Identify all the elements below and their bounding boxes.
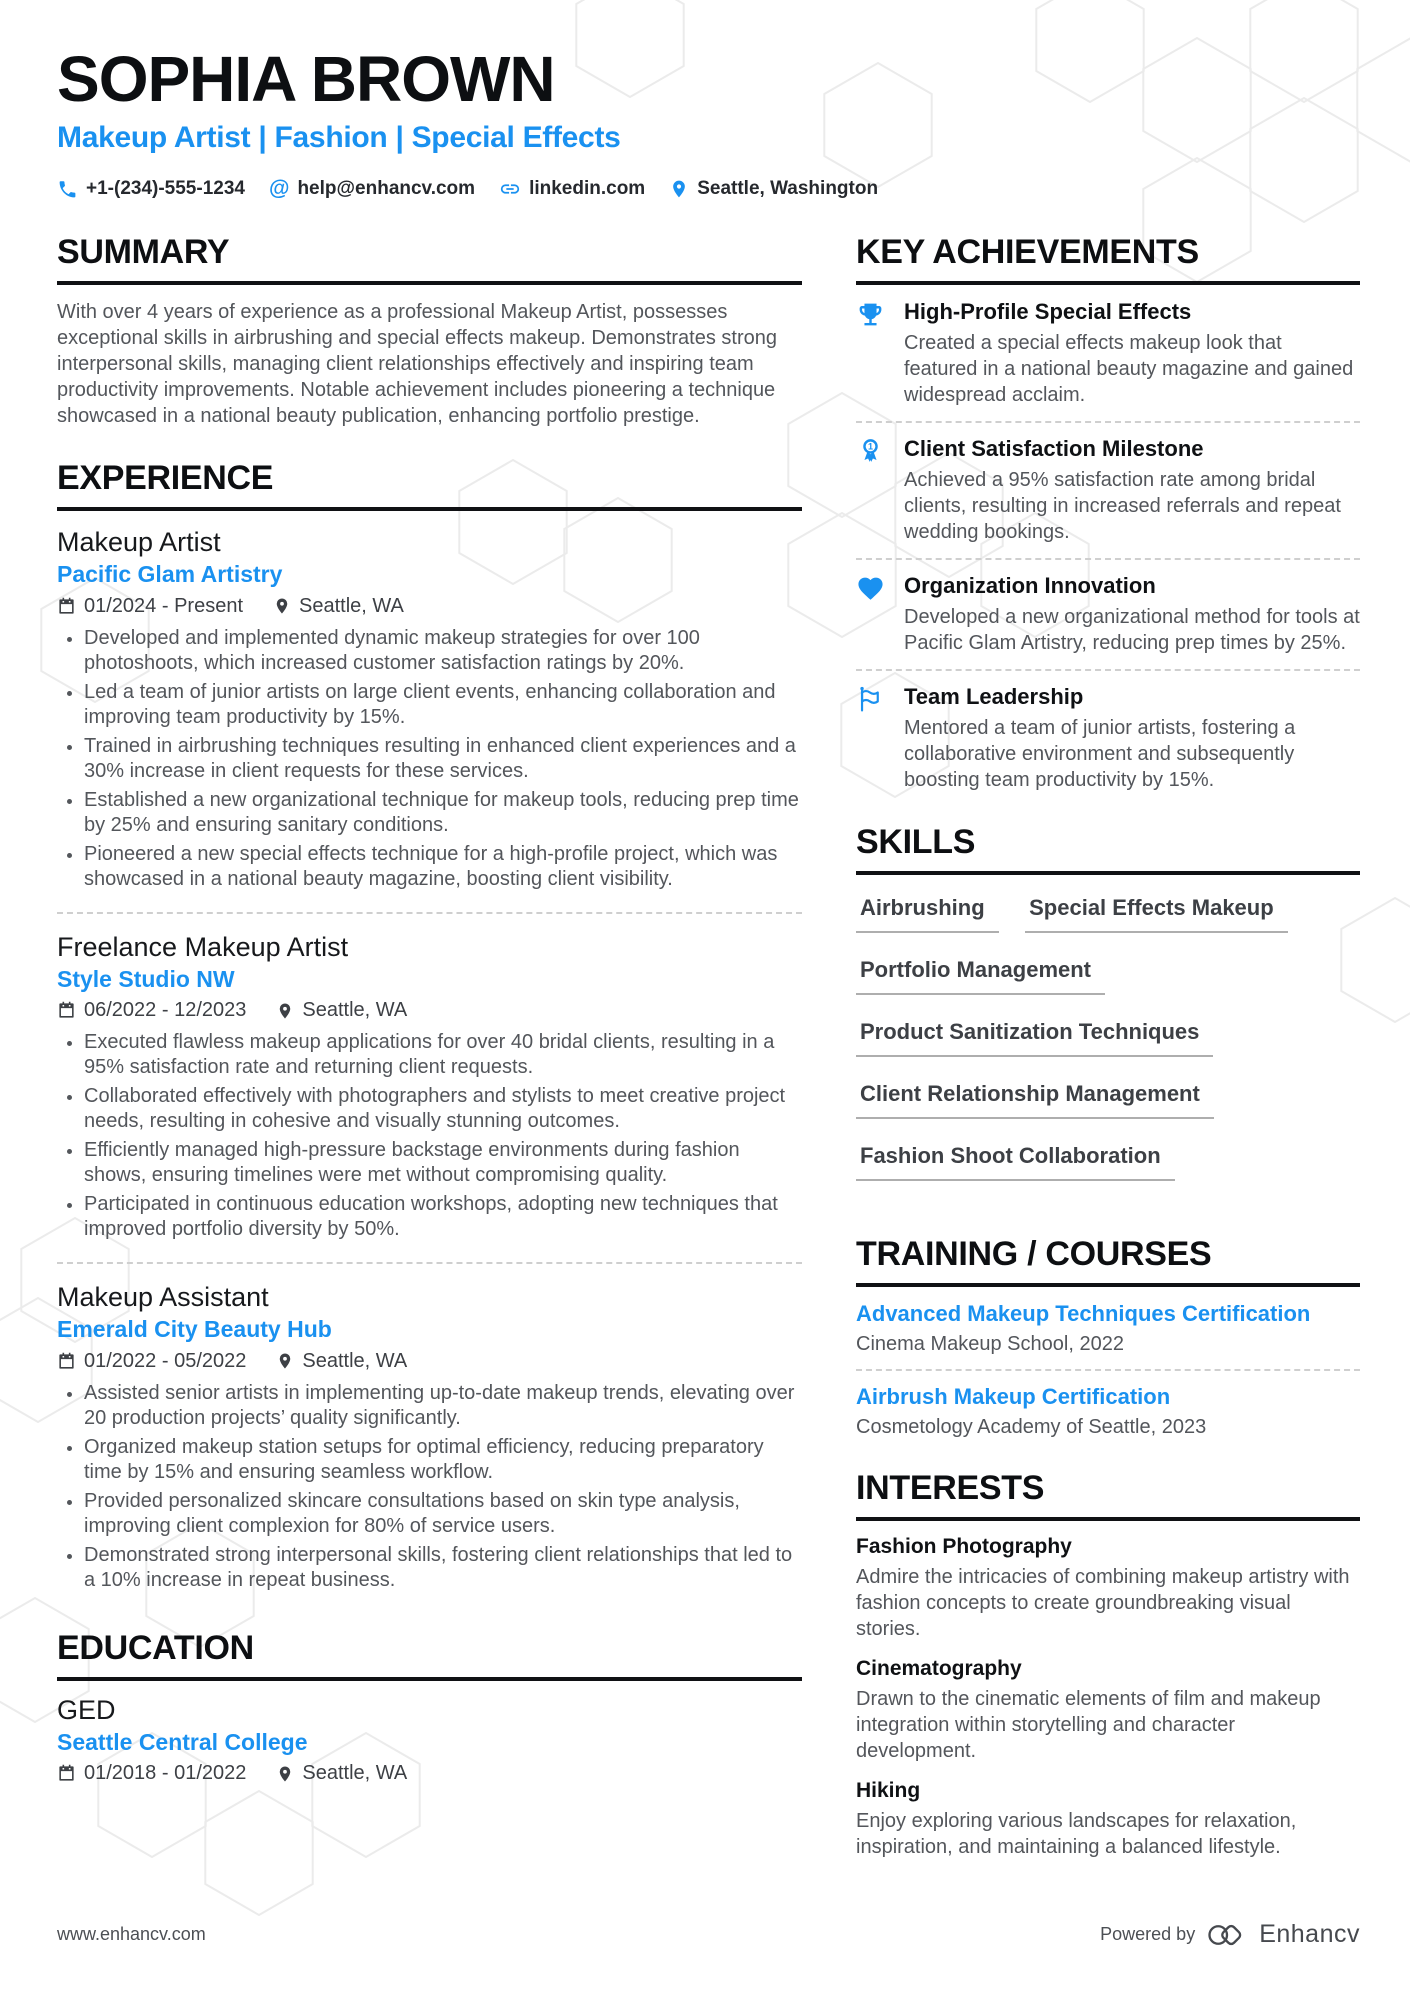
bullet-item: • Trained in airbrushing techniques resulting in enhanced client experiences and a 30% increase in client requests for these services.	[84, 734, 802, 784]
bullet-item: • Participated in continuous education workshops, adopting new techniques that improved portfolio diversity by 50%.	[84, 1192, 802, 1242]
contact-phone-text: +1-(234)-555-1234	[86, 178, 245, 200]
location-pin-icon	[276, 1002, 294, 1020]
course-title: Airbrush Makeup Certification	[856, 1384, 1171, 1410]
contact-location-text: Seattle, Washington	[697, 178, 879, 200]
footer-site-link[interactable]: www.enhancv.com	[57, 1924, 206, 1944]
svg-text:1: 1	[867, 441, 874, 452]
summary-section	[57, 233, 802, 429]
achievement-body	[904, 573, 1360, 656]
experience-entry	[57, 525, 802, 897]
skill-tag: Product Sanitization Techniques	[856, 1019, 1213, 1057]
education-location-text: Seattle, WA	[302, 1762, 408, 1785]
achievement-text: Achieved a 95% satisfaction rate among bridal clients, resulting in increased referrals and repeat wedding bookings.	[904, 469, 1341, 544]
bullet-item: • Assisted senior artists in implementing up-to-date makeup trends, elevating over 20 production projects’ quality significantly.	[84, 1381, 802, 1431]
summary-heading: SUMMARY	[57, 233, 802, 285]
job-dates	[57, 1350, 246, 1373]
phone-icon	[57, 179, 78, 200]
skills-list	[856, 889, 1360, 1205]
location-pin-icon	[273, 597, 291, 615]
achievement-body	[904, 684, 1360, 793]
heart-icon	[856, 573, 888, 656]
interest-item	[856, 1535, 1360, 1642]
dashed-divider	[57, 912, 802, 914]
medal-icon	[856, 436, 888, 545]
bullet-item: • Efficiently managed high-pressure backstage environments during fashion shows, ensuring timelines were met without compromising quality.	[84, 1138, 802, 1188]
dashed-divider	[57, 1262, 802, 1264]
enhancv-logo-icon	[1207, 1921, 1247, 1949]
experience-heading: EXPERIENCE	[57, 459, 802, 511]
skill-tag: Portfolio Management	[856, 957, 1105, 995]
job-meta-row	[57, 999, 802, 1022]
achievement-body	[904, 299, 1360, 408]
trophy-icon	[856, 299, 888, 408]
education-dates	[57, 1762, 246, 1785]
job-location-text: Seattle, WA	[302, 999, 408, 1022]
calendar-icon	[57, 1001, 76, 1020]
achievement-item	[856, 299, 1360, 408]
achievement-text: Developed a new organizational method for tools at Pacific Glam Artistry, reducing prep times by 25%.	[904, 606, 1360, 655]
school-name: Seattle Central College	[57, 1728, 308, 1755]
bullet-item: • Executed flawless makeup applications for over 40 bridal clients, resulting in a 95% satisfaction rate and returning client requests.	[84, 1030, 802, 1080]
course-subtitle: Cosmetology Academy of Seattle, 2023	[856, 1416, 1207, 1439]
location-pin-icon	[669, 179, 689, 199]
job-location-text: Seattle, WA	[302, 1349, 408, 1372]
job-location-text: Seattle, WA	[299, 594, 404, 617]
achievement-title: Client Satisfaction Milestone	[904, 436, 1204, 462]
job-meta-row	[57, 595, 802, 618]
job-title: Makeup Artist	[57, 527, 221, 558]
achievement-title: Organization Innovation	[904, 573, 1156, 599]
dashed-divider	[856, 558, 1360, 560]
education-location	[276, 1762, 407, 1785]
summary-text: With over 4 years of experience as a professional Makeup Artist, possesses exceptional skills in airbrushing and special effects makeup. Demonstrates strong interpersonal skills, managing client relationships effectively and inspiring team productivity improvements. Notable achievement includes pioneering a technique showcased in a national beauty publication, enhancing portfolio prestige.	[57, 301, 777, 428]
left-column	[57, 233, 802, 1890]
email-at-icon: @	[268, 177, 290, 201]
job-location	[276, 1350, 407, 1373]
achievement-title: Team Leadership	[904, 684, 1084, 710]
job-bullet-list	[84, 1030, 802, 1242]
contact-location	[669, 178, 878, 200]
dashed-divider	[856, 421, 1360, 423]
education-section	[57, 1629, 802, 1785]
achievements-heading: KEY ACHIEVEMENTS	[856, 233, 1360, 285]
job-dates	[57, 595, 243, 618]
candidate-name: SOPHIA BROWN	[57, 43, 555, 115]
job-location	[276, 999, 407, 1022]
achievements-section	[856, 233, 1360, 793]
job-meta-row	[57, 1350, 802, 1373]
right-column	[856, 233, 1360, 1890]
degree-title: GED	[57, 1694, 116, 1725]
interest-text: Admire the intricacies of combining makeup artistry with fashion concepts to create groundbreaking visual stories.	[856, 1566, 1350, 1641]
achievement-item	[856, 436, 1360, 545]
contact-link[interactable]	[499, 178, 645, 200]
bullet-item: • Demonstrated strong interpersonal skills, fostering client relationships that led to a 10% increase in repeat business.	[84, 1543, 802, 1593]
company-name: Style Studio NW	[57, 965, 235, 992]
skills-heading: SKILLS	[856, 823, 1360, 875]
job-title: Freelance Makeup Artist	[57, 931, 349, 962]
bullet-item: • Developed and implemented dynamic makeup strategies for over 100 photoshoots, which increased customer satisfaction ratings by 20%.	[84, 626, 802, 676]
bullet-item: • Pioneered a new special effects technique for a high-profile project, which was showcased in a national beauty magazine, boosting client visibility.	[84, 842, 802, 892]
education-dates-text: 01/2018 - 01/2022	[84, 1762, 247, 1785]
training-heading: TRAINING / COURSES	[856, 1235, 1360, 1287]
interests-section	[856, 1469, 1360, 1860]
powered-by-block[interactable]	[1100, 1920, 1360, 1949]
interest-title: Cinematography	[856, 1657, 1022, 1681]
job-bullet-list	[84, 1381, 802, 1593]
contact-link-text: linkedin.com	[529, 178, 646, 200]
contact-email-text: help@enhancv.com	[297, 178, 476, 200]
powered-by-text: Powered by	[1100, 1924, 1196, 1944]
company-name: Pacific Glam Artistry	[57, 561, 283, 588]
experience-entry	[57, 930, 802, 1248]
skills-section	[856, 823, 1360, 1205]
dashed-divider	[856, 1369, 1360, 1371]
experience-entry	[57, 1280, 802, 1598]
calendar-icon	[57, 1352, 76, 1371]
candidate-title: Makeup Artist | Fashion | Special Effects	[57, 121, 621, 155]
course-subtitle: Cinema Makeup School, 2022	[856, 1333, 1124, 1356]
resume-header	[57, 43, 1360, 201]
page-footer	[57, 1920, 1360, 1949]
location-pin-icon	[276, 1352, 294, 1370]
achievement-title: High-Profile Special Effects	[904, 299, 1192, 325]
bullet-item: • Organized makeup station setups for optimal efficiency, reducing preparatory time by 15% and ensuring seamless workflow.	[84, 1435, 802, 1485]
education-meta-row	[57, 1762, 802, 1785]
skill-tag: Special Effects Makeup	[1025, 895, 1288, 933]
dashed-divider	[856, 669, 1360, 671]
skill-tag: Fashion Shoot Collaboration	[856, 1143, 1175, 1181]
interest-text: Drawn to the cinematic elements of film and makeup integration within storytelling and character development.	[856, 1688, 1321, 1763]
bullet-item: • Collaborated effectively with photographers and stylists to meet creative project needs, resulting in cohesive and visually stunning outcomes.	[84, 1084, 802, 1134]
flag-icon	[856, 684, 888, 793]
bullet-item: • Provided personalized skincare consultations based on skin type analysis, improving client complexion for 80% of service users.	[84, 1489, 802, 1539]
course-item	[856, 1301, 1360, 1356]
brand-name-text: Enhancv	[1259, 1920, 1360, 1948]
contact-phone	[57, 178, 245, 200]
location-pin-icon	[276, 1765, 294, 1783]
interests-heading: INTERESTS	[856, 1469, 1360, 1521]
job-bullet-list	[84, 626, 802, 892]
course-item	[856, 1384, 1360, 1439]
skill-tag: Airbrushing	[856, 895, 999, 933]
job-dates-text: 01/2024 - Present	[84, 594, 243, 617]
education-heading: EDUCATION	[57, 1629, 802, 1681]
two-column-layout	[57, 233, 1360, 1890]
bullet-item: • Established a new organizational technique for makeup tools, reducing prep time by 25% and ensuring sanitary conditions.	[84, 788, 802, 838]
achievement-text: Mentored a team of junior artists, fostering a collaborative environment and subsequently boosting team productivity by 15%.	[904, 717, 1296, 792]
job-dates	[57, 999, 246, 1022]
achievement-item	[856, 684, 1360, 793]
interest-title: Hiking	[856, 1779, 921, 1803]
achievement-body	[904, 436, 1360, 545]
calendar-icon	[57, 597, 76, 616]
contact-row	[57, 177, 1360, 201]
interest-title: Fashion Photography	[856, 1535, 1072, 1559]
interest-text: Enjoy exploring various landscapes for relaxation, inspiration, and maintaining a balanced lifestyle.	[856, 1810, 1297, 1859]
experience-section	[57, 459, 802, 1598]
skill-tag: Client Relationship Management	[856, 1081, 1214, 1119]
calendar-icon	[57, 1764, 76, 1783]
job-location	[273, 595, 404, 618]
contact-email[interactable]	[269, 177, 475, 201]
job-dates-text: 01/2022 - 05/2022	[84, 1349, 247, 1372]
course-title: Advanced Makeup Techniques Certification	[856, 1301, 1311, 1327]
interest-item	[856, 1657, 1360, 1764]
job-title: Makeup Assistant	[57, 1282, 269, 1313]
achievement-item	[856, 573, 1360, 656]
interest-item	[856, 1779, 1360, 1860]
job-dates-text: 06/2022 - 12/2023	[84, 999, 247, 1022]
bullet-item: • Led a team of junior artists on large client events, enhancing collaboration and improving team productivity by 15%.	[84, 680, 802, 730]
training-section	[856, 1235, 1360, 1439]
achievement-text: Created a special effects makeup look that featured in a national beauty magazine and gained widespread acclaim.	[904, 332, 1354, 407]
link-icon	[499, 178, 521, 200]
company-name: Emerald City Beauty Hub	[57, 1316, 332, 1343]
